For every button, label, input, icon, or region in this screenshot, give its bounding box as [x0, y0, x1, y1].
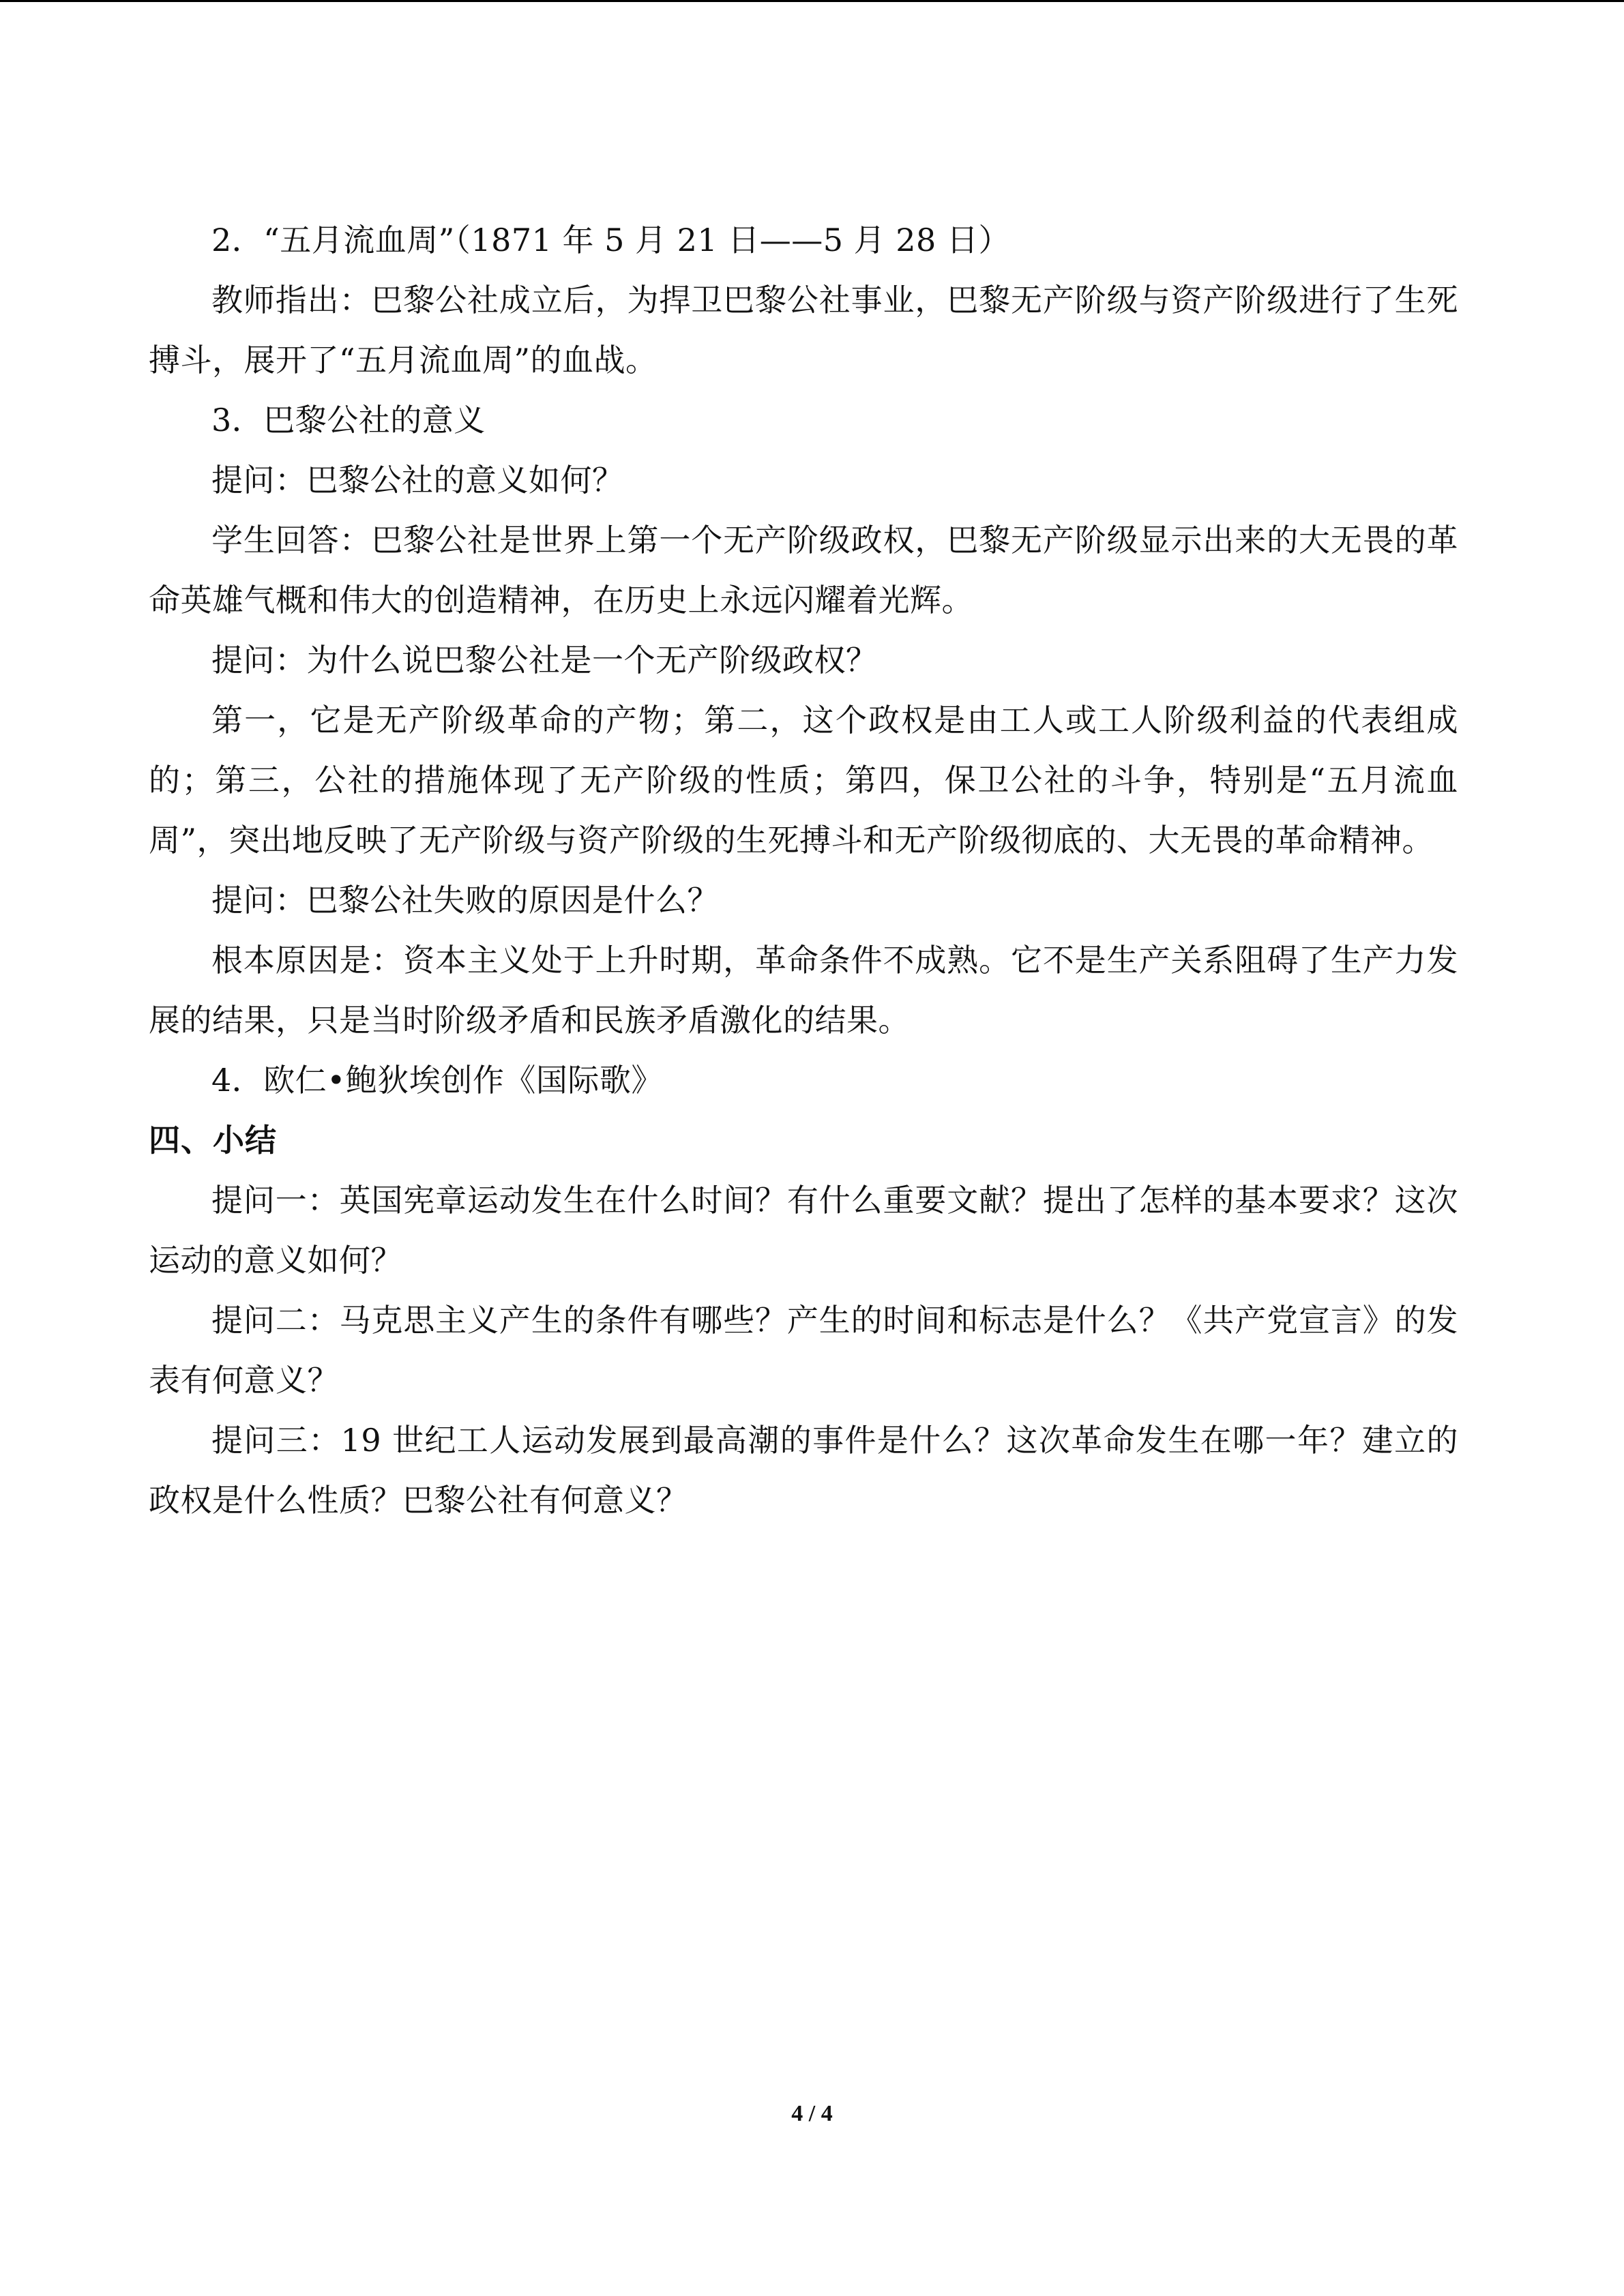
paragraph-answer-reasons: 第一，它是无产阶级革命的产物；第二，这个政权是由工人或工人阶级利益的代表组成的；第三，公社的措施体现了无产阶级的性质；第四，保卫公社的斗争，特别是“五月流血周”，突出地反映了无产阶级与资产阶级的生死搏斗和无产阶级彻底的、大无畏的革命精神。 [149, 702, 1458, 859]
paragraph-question-failure: 提问：巴黎公社失败的原因是什么？ [211, 882, 719, 919]
paragraph-question-proletarian-regime: 提问：为什么说巴黎公社是一个无产阶级政权？ [211, 642, 878, 679]
paragraph-student-answer: 学生回答：巴黎公社是世界上第一个无产阶级政权，巴黎无产阶级显示出来的大无畏的革命英雄气概和伟大的创造精神，在历史上永远闪耀着光辉。 [149, 522, 1458, 618]
section-item-may-bloody-week: 2．“五月流血周”（1871 年 5 月 21 日——5 月 28 日） [211, 222, 1010, 258]
paragraph-teacher-note: 教师指出：巴黎公社成立后，为捍卫巴黎公社事业，巴黎无产阶级与资产阶级进行了生死搏斗，展开了“五月流血周”的血战。 [149, 282, 1458, 378]
paragraph-summary-question-2: 提问二：马克思主义产生的条件有哪些？产生的时间和标志是什么？《共产党宣言》的发表有何意义？ [149, 1302, 1458, 1399]
page-number: 4 / 4 [791, 2101, 833, 2126]
paragraph-answer-failure: 根本原因是：资本主义处于上升时期，革命条件不成熟。它不是生产关系阻碍了生产力发展的结果，只是当时阶级矛盾和民族矛盾激化的结果。 [149, 942, 1458, 1039]
paragraph-summary-question-1: 提问一：英国宪章运动发生在什么时间？有什么重要文献？提出了怎样的基本要求？这次运动的意义如何？ [149, 1182, 1458, 1279]
paragraph-summary-question-3: 提问三：19 世纪工人运动发展到最高潮的事件是什么？这次革命发生在哪一年？建立的政权是什么性质？巴黎公社有何意义？ [149, 1422, 1458, 1519]
section-item-significance: 3．巴黎公社的意义 [211, 402, 486, 438]
section-heading-summary: 四、小结 [149, 1122, 277, 1159]
document-body [149, 210, 1458, 1530]
section-item-internationale: 4．欧仁•鲍狄埃创作《国际歌》 [211, 1062, 663, 1099]
paragraph-question-significance: 提问：巴黎公社的意义如何？ [211, 462, 624, 498]
